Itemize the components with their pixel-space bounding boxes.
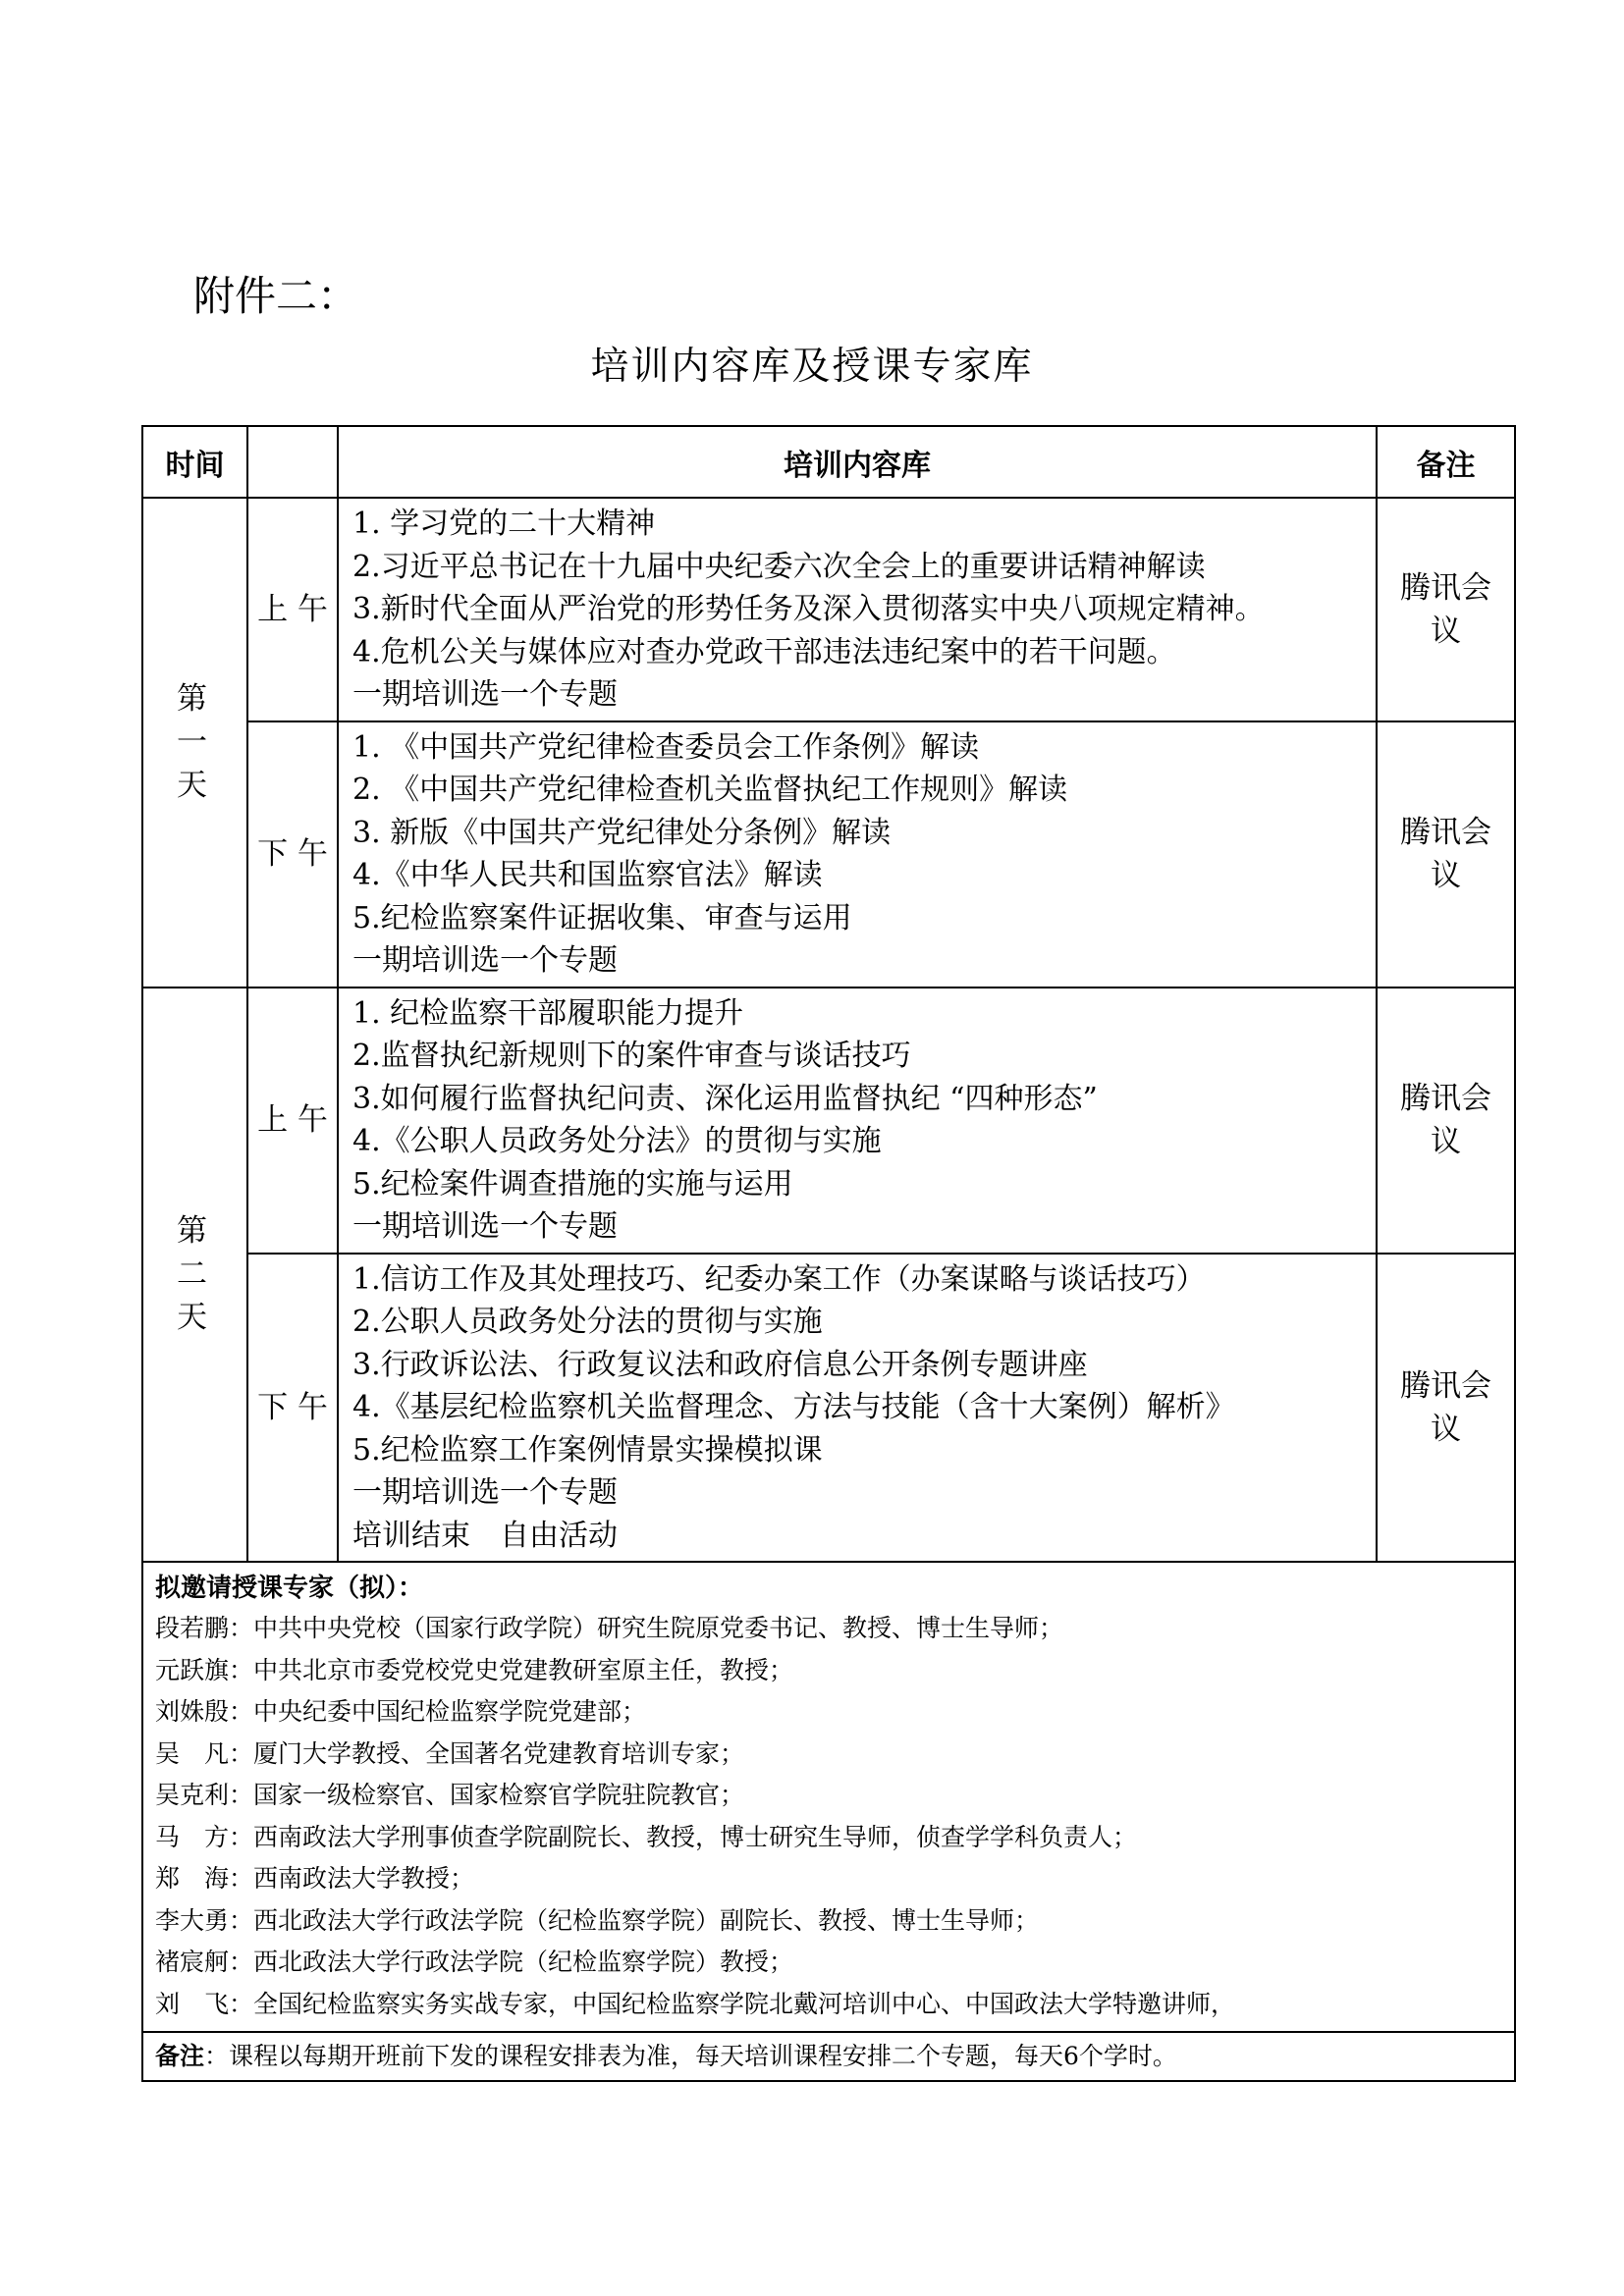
list-item: 一期培训选一个专题 bbox=[352, 1475, 618, 1510]
list-item: 1. 纪检监察干部履职能力提升 bbox=[352, 995, 744, 1031]
list-item: 一期培训选一个专题 bbox=[352, 943, 618, 978]
day1-afternoon-row bbox=[142, 721, 1515, 988]
remark-row bbox=[142, 2032, 1515, 2081]
header-half-empty bbox=[247, 426, 338, 498]
expert-line: 褚宸舸：西北政法大学行政法学院（纪检监察学院）教授； bbox=[155, 1948, 794, 1976]
day2-afternoon-note bbox=[1377, 1254, 1515, 1563]
day1-label: 第 一 天 bbox=[142, 498, 247, 988]
day2-morning-note bbox=[1377, 988, 1515, 1254]
list-item: 2.公职人员政务处分法的贯彻与实施 bbox=[352, 1305, 823, 1339]
experts-heading: 拟邀请授课专家（拟）： bbox=[155, 1574, 424, 1603]
day1-morning-content bbox=[338, 498, 1377, 721]
list-item: 2. 《中国共产党纪律检查机关监督执纪工作规则》解读 bbox=[352, 773, 1068, 807]
list-item: 一期培训选一个专题 bbox=[352, 677, 618, 712]
expert-line: 元跃旗：中共北京市委党校党史党建教研室原主任，教授； bbox=[155, 1655, 794, 1684]
header-note: 备注 bbox=[1377, 426, 1515, 498]
list-item: 1. 学习党的二十大精神 bbox=[352, 507, 656, 541]
list-item: 4.《公职人员政务处分法》的贯彻与实施 bbox=[352, 1124, 882, 1158]
day2-afternoon-content bbox=[338, 1254, 1377, 1563]
experts-row bbox=[142, 1562, 1515, 2032]
header-row bbox=[142, 426, 1515, 498]
list-item: 3. 新版《中国共产党纪律处分条例》解读 bbox=[352, 815, 892, 850]
day2-morning-row bbox=[142, 988, 1515, 1254]
list-item: 培训结束 自由活动 bbox=[352, 1518, 618, 1553]
list-item: 4.危机公关与媒体应对查办党政干部违法违纪案中的若干问题。 bbox=[352, 634, 1176, 669]
note-text: 腾讯会议 bbox=[1400, 1081, 1491, 1159]
day1-morning-row bbox=[142, 498, 1515, 721]
list-item: 3.如何履行监督执纪问责、深化运用监督执纪 “四种形态” bbox=[352, 1081, 1098, 1116]
header-content: 培训内容库 bbox=[338, 426, 1377, 498]
list-item: 4.《中华人民共和国监察官法》解读 bbox=[352, 858, 823, 892]
day2-morning-content bbox=[338, 988, 1377, 1254]
list-item: 一期培训选一个专题 bbox=[352, 1209, 618, 1244]
note-text: 腾讯会议 bbox=[1400, 1367, 1491, 1447]
expert-line: 刘 飞：全国纪检监察实务实战专家，中国纪检监察学院北戴河培训中心、中国政法大学特邀讲师， bbox=[155, 1989, 1236, 2018]
expert-line: 吴 凡：厦门大学教授、全国著名党建教育培训专家； bbox=[155, 1738, 745, 1768]
day1-afternoon-note bbox=[1377, 721, 1515, 988]
list-item: 2.习近平总书记在十九届中央纪委六次全会上的重要讲话精神解读 bbox=[352, 549, 1206, 584]
day1-morning-label: 上 午 bbox=[247, 498, 338, 721]
list-item: 5.纪检案件调查措施的实施与运用 bbox=[352, 1166, 793, 1201]
header-time: 时间 bbox=[142, 426, 247, 498]
remark-label: 备注 bbox=[155, 2042, 205, 2070]
note-text: 腾讯会议 bbox=[1400, 569, 1491, 649]
page-title: 培训内容库及授课专家库 bbox=[590, 345, 1034, 389]
attachment-label: 附件二： bbox=[193, 272, 359, 320]
expert-line: 吴克利：国家一级检察官、国家检察官学院驻院教官； bbox=[155, 1781, 745, 1809]
remark-cell bbox=[142, 2032, 1515, 2081]
remark-text: ：课程以每期开班前下发的课程安排表为准，每天培训课程安排二个专题，每天6个学时。 bbox=[204, 2042, 1177, 2070]
list-item: 5.纪检监察案件证据收集、审查与运用 bbox=[352, 900, 852, 935]
list-item: 1. 《中国共产党纪律检查委员会工作条例》解读 bbox=[352, 729, 980, 765]
expert-line: 郑 海：西南政法大学教授； bbox=[155, 1864, 475, 1893]
day1-morning-note bbox=[1377, 498, 1515, 721]
day2-morning-label: 上 午 bbox=[247, 988, 338, 1254]
list-item: 4.《基层纪检监察机关监督理念、方法与技能（含十大案例）解析》 bbox=[352, 1390, 1235, 1424]
day2-afternoon-row bbox=[142, 1254, 1515, 1563]
day2-label: 第 二 天 bbox=[142, 988, 247, 1563]
expert-line: 李大勇：西北政法大学行政法学院（纪检监察学院）副院长、教授、博士生导师； bbox=[155, 1905, 1040, 1935]
expert-line: 段若鹏：中共中央党校（国家行政学院）研究生院原党委书记、教授、博士生导师； bbox=[155, 1614, 1064, 1642]
training-table bbox=[141, 425, 1516, 2082]
list-item: 1.信访工作及其处理技巧、纪委办案工作（办案谋略与谈话技巧） bbox=[352, 1261, 1206, 1297]
experts-cell bbox=[142, 1562, 1515, 2032]
expert-line: 马 方：西南政法大学刑事侦查学院副院长、教授，博士研究生导师，侦查学学科负责人； bbox=[155, 1822, 1138, 1851]
list-item: 3.行政诉讼法、行政复议法和政府信息公开条例专题讲座 bbox=[352, 1347, 1088, 1382]
day1-afternoon-content bbox=[338, 721, 1377, 988]
list-item: 3.新时代全面从严治党的形势任务及深入贯彻落实中央八项规定精神。 bbox=[352, 592, 1265, 626]
note-text: 腾讯会议 bbox=[1400, 815, 1491, 893]
list-item: 5.纪检监察工作案例情景实操模拟课 bbox=[352, 1432, 823, 1468]
day1-afternoon-label: 下 午 bbox=[247, 721, 338, 988]
expert-line: 刘姝殷：中央纪委中国纪检监察学院党建部； bbox=[155, 1697, 647, 1726]
list-item: 2.监督执纪新规则下的案件审查与谈话技巧 bbox=[352, 1039, 911, 1073]
day2-afternoon-label: 下 午 bbox=[247, 1254, 338, 1563]
